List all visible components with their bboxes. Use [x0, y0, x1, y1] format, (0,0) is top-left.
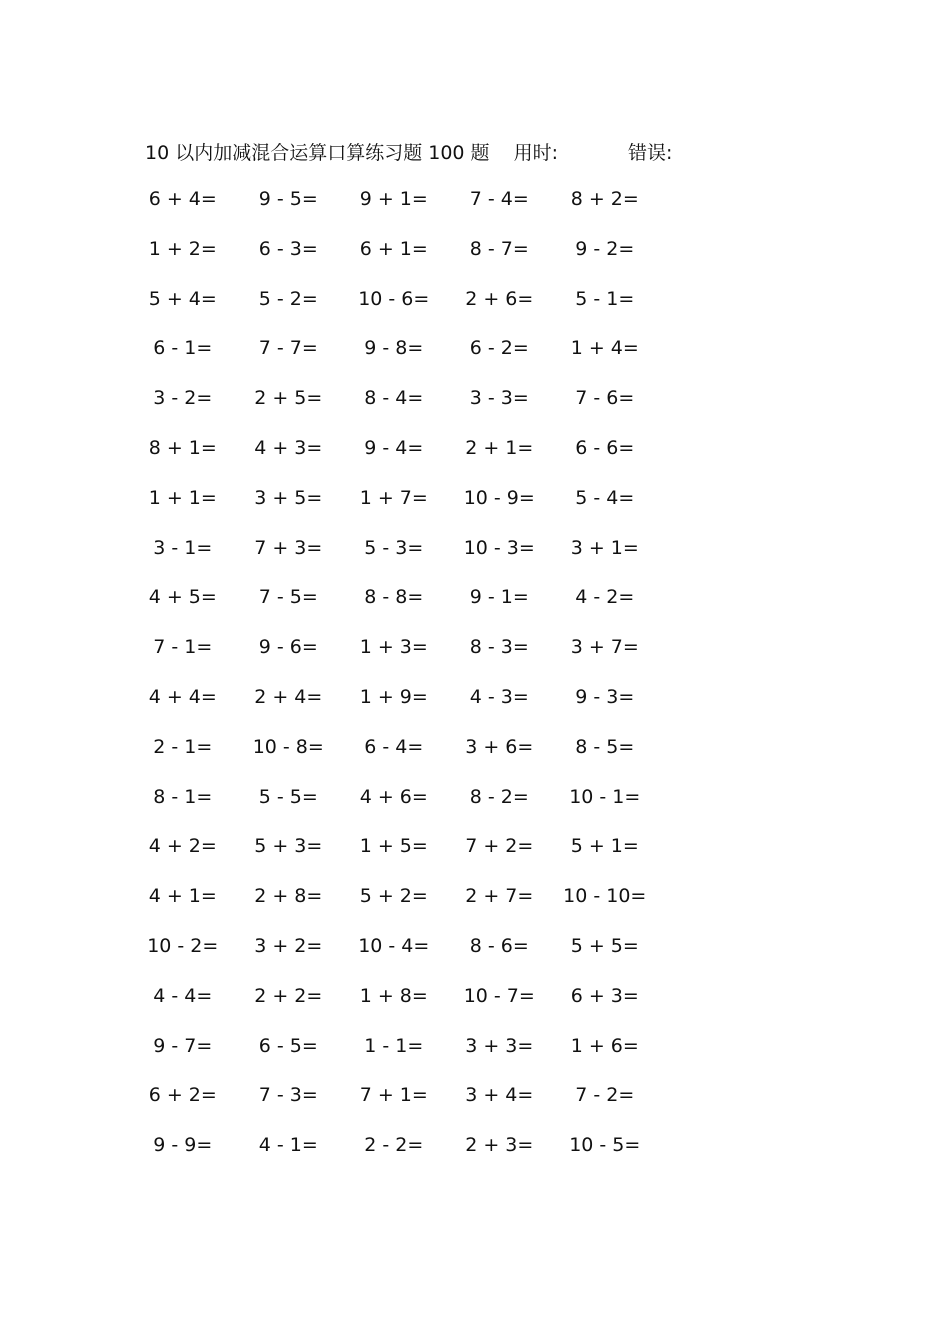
problem-item: 2 + 4= — [254, 685, 323, 708]
problem-item: 1 + 9= — [359, 685, 428, 708]
worksheet-title: 10 以内加减混合运算口算练习题 100 题 — [145, 141, 490, 164]
problem-item: 2 + 7= — [465, 885, 534, 908]
problem-item: 2 + 2= — [254, 984, 323, 1007]
problem-item: 1 + 5= — [359, 835, 428, 858]
problem-item: 1 + 1= — [148, 486, 217, 509]
problem-item: 1 + 6= — [570, 1034, 639, 1057]
problem-item: 9 - 9= — [153, 1134, 213, 1157]
problem-item: 5 + 1= — [570, 835, 639, 858]
problem-item: 4 + 6= — [359, 785, 428, 808]
problem-row — [130, 285, 670, 335]
problem-item: 6 + 1= — [359, 237, 428, 260]
problem-item: 4 + 1= — [148, 885, 217, 908]
problem-item: 4 + 2= — [148, 835, 217, 858]
problem-item: 8 + 2= — [570, 188, 639, 210]
problem-item: 5 - 1= — [575, 287, 635, 310]
problem-item: 3 + 3= — [465, 1034, 534, 1057]
problem-item: 3 + 4= — [465, 1084, 534, 1107]
problem-item: 7 - 1= — [153, 636, 213, 659]
problem-item: 9 - 3= — [575, 685, 635, 708]
problem-item: 4 + 4= — [148, 685, 217, 708]
problem-item: 1 + 4= — [570, 337, 639, 360]
problem-item: 7 - 3= — [258, 1084, 318, 1107]
problem-item: 1 + 2= — [148, 237, 217, 260]
problem-item: 5 - 2= — [258, 287, 318, 310]
worksheet-header — [145, 137, 672, 165]
problem-row — [130, 185, 670, 235]
problem-item: 5 + 5= — [570, 934, 639, 957]
problem-item: 2 + 8= — [254, 885, 323, 908]
problem-item: 1 + 8= — [359, 984, 428, 1007]
problem-row — [130, 832, 670, 882]
problem-item: 3 + 2= — [254, 934, 323, 957]
problem-item: 9 - 7= — [153, 1034, 213, 1057]
problem-item: 3 - 2= — [153, 387, 213, 410]
problem-item: 8 - 4= — [364, 387, 424, 410]
problem-row — [130, 1131, 670, 1181]
problem-item: 9 - 6= — [258, 636, 318, 659]
problem-item: 7 - 4= — [469, 188, 529, 210]
problem-row — [130, 733, 670, 783]
problem-item: 6 - 6= — [575, 436, 635, 459]
problem-item: 10 - 6= — [358, 287, 430, 310]
problem-item: 7 + 3= — [254, 536, 323, 559]
problem-item: 4 - 1= — [258, 1134, 318, 1157]
problem-item: 5 - 3= — [364, 536, 424, 559]
problem-item: 3 + 6= — [465, 735, 534, 758]
problem-item: 7 - 6= — [575, 387, 635, 410]
problem-item: 6 + 2= — [148, 1084, 217, 1107]
problem-item: 8 - 2= — [469, 785, 529, 808]
problem-item: 8 - 6= — [469, 934, 529, 957]
problem-row — [130, 334, 670, 384]
problem-item: 9 - 4= — [364, 436, 424, 459]
problem-item: 5 + 4= — [148, 287, 217, 310]
problem-item: 6 - 1= — [153, 337, 213, 360]
problem-item: 9 - 1= — [469, 586, 529, 609]
problem-item: 8 - 3= — [469, 636, 529, 659]
problem-item: 2 + 1= — [465, 436, 534, 459]
problem-item: 10 - 5= — [569, 1134, 641, 1157]
problem-item: 6 - 2= — [469, 337, 529, 360]
problem-item: 2 + 5= — [254, 387, 323, 410]
problem-row — [130, 982, 670, 1032]
problem-item: 2 - 2= — [364, 1134, 424, 1157]
problem-item: 3 + 1= — [570, 536, 639, 559]
problem-item: 4 + 5= — [148, 586, 217, 609]
problem-item: 5 - 4= — [575, 486, 635, 509]
problem-item: 4 - 4= — [153, 984, 213, 1007]
problem-item: 9 + 1= — [359, 188, 428, 210]
problem-item: 7 - 2= — [575, 1084, 635, 1107]
errors-label: 错误: — [627, 141, 673, 164]
problem-item: 10 - 9= — [463, 486, 535, 509]
problem-item: 8 - 5= — [575, 735, 635, 758]
problem-item: 2 + 6= — [465, 287, 534, 310]
problem-item: 6 - 5= — [258, 1034, 318, 1057]
problem-item: 4 - 3= — [469, 685, 529, 708]
problem-item: 10 - 7= — [463, 984, 535, 1007]
problem-row — [130, 484, 670, 534]
problem-item: 2 - 1= — [153, 735, 213, 758]
problem-item: 10 - 1= — [569, 785, 641, 808]
problem-item: 7 - 5= — [258, 586, 318, 609]
problem-item: 4 + 3= — [254, 436, 323, 459]
problem-row — [130, 534, 670, 584]
problem-item: 6 + 3= — [570, 984, 639, 1007]
problem-row — [130, 633, 670, 683]
problem-item: 7 + 1= — [359, 1084, 428, 1107]
problem-row — [130, 583, 670, 633]
problem-item: 5 + 3= — [254, 835, 323, 858]
problem-item: 5 - 5= — [258, 785, 318, 808]
problem-item: 10 - 10= — [563, 885, 647, 908]
problem-item: 6 - 3= — [258, 237, 318, 260]
problem-item: 10 - 2= — [147, 934, 219, 957]
problem-item: 10 - 3= — [463, 536, 535, 559]
problem-row — [130, 434, 670, 484]
problem-row — [130, 783, 670, 833]
time-used-label: 用时: — [513, 141, 558, 164]
problem-item: 8 + 1= — [148, 436, 217, 459]
problem-item: 1 - 1= — [364, 1034, 424, 1057]
problem-item: 9 - 5= — [258, 188, 318, 210]
problem-row — [130, 932, 670, 982]
problem-item: 9 - 2= — [575, 237, 635, 260]
problem-row — [130, 1032, 670, 1082]
problem-item: 5 + 2= — [359, 885, 428, 908]
problem-item: 2 + 3= — [465, 1134, 534, 1157]
problem-row — [130, 882, 670, 932]
problem-item: 3 - 1= — [153, 536, 213, 559]
problem-item: 3 + 7= — [570, 636, 639, 659]
problem-item: 6 - 4= — [364, 735, 424, 758]
problem-item: 8 - 7= — [469, 237, 529, 260]
problem-item: 9 - 8= — [364, 337, 424, 360]
problem-row — [130, 683, 670, 733]
problem-item: 6 + 4= — [148, 188, 217, 210]
problem-item: 4 - 2= — [575, 586, 635, 609]
problem-item: 8 - 8= — [364, 586, 424, 609]
problem-item: 1 + 3= — [359, 636, 428, 659]
problem-item: 10 - 8= — [252, 735, 324, 758]
problem-item: 10 - 4= — [358, 934, 430, 957]
problem-row — [130, 384, 670, 434]
problem-item: 8 - 1= — [153, 785, 213, 808]
problem-item: 7 + 2= — [465, 835, 534, 858]
problem-grid — [130, 185, 670, 1181]
problem-row — [130, 1081, 670, 1131]
problem-row — [130, 235, 670, 285]
problem-item: 1 + 7= — [359, 486, 428, 509]
problem-item: 7 - 7= — [258, 337, 318, 360]
problem-item: 3 + 5= — [254, 486, 323, 509]
problem-item: 3 - 3= — [469, 387, 529, 410]
